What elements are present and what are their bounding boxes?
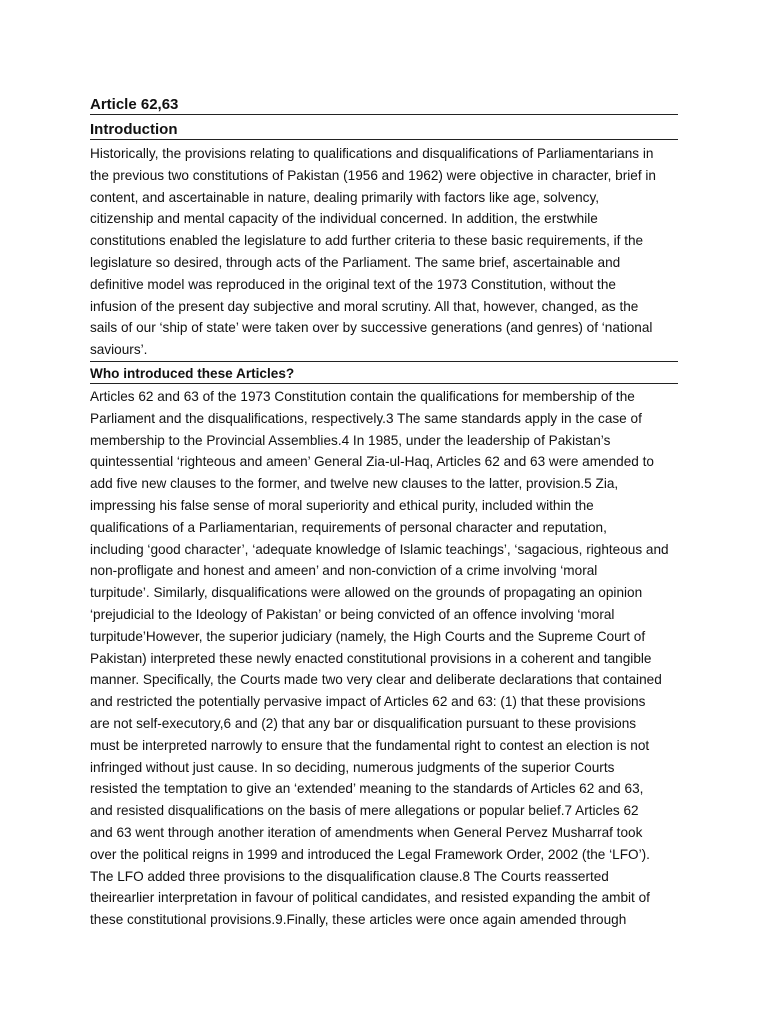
section-heading-who-introduced: Who introduced these Articles? bbox=[90, 364, 678, 384]
intro-paragraph bbox=[90, 143, 678, 362]
text-line: legislature so desired, through acts of the Parliament. The same brief, ascertainable and bbox=[90, 254, 621, 270]
text-line: manner. Specifically, the Courts made two very clear and deliberate declarations that contained bbox=[90, 672, 662, 688]
text-line: over the political reigns in 1999 and introduced the Legal Framework Order, 2002 (the ‘LFO’). bbox=[90, 846, 650, 862]
text-line: qualifications of a Parliamentarian, requirements of personal character and reputation, bbox=[90, 519, 607, 535]
text-line: must be interpreted narrowly to ensure that the fundamental right to contest an election is not bbox=[90, 737, 650, 753]
text-line: add five new clauses to the former, and twelve new clauses to the latter, provision.5 Zia, bbox=[90, 476, 619, 492]
text-line: constitutions enabled the legislature to add further criteria to these basic requirements, if the bbox=[90, 233, 644, 249]
text-line: citizenship and mental capacity of the individual concerned. In addition, the erstwhile bbox=[90, 211, 598, 227]
body-paragraph bbox=[90, 386, 678, 931]
text-line: impressing his false sense of moral superiority and ethical purity, included within the bbox=[90, 497, 594, 513]
text-line: non-profligate and honest and ameen’ and non-conviction of a crime involving ‘moral bbox=[90, 563, 598, 579]
text-line: resisted the temptation to give an ‘extended’ meaning to the standards of Articles 62 and 63, bbox=[90, 781, 644, 797]
text-line: turpitude’. Similarly, disqualifications were allowed on the grounds of propagating an opinion bbox=[90, 585, 643, 601]
text-line: and 63 went through another iteration of amendments when General Pervez Musharraf took bbox=[90, 824, 643, 840]
document-title: Article 62,63 bbox=[90, 96, 678, 115]
text-line: saviours’. bbox=[90, 339, 678, 362]
text-line: Pakistan) interpreted these newly enacted constitutional provisions in a coherent and tangible bbox=[90, 650, 652, 666]
document-page bbox=[90, 96, 678, 931]
text-line: theirearlier interpretation in favour of political candidates, and resisted expanding the ambit of bbox=[90, 890, 650, 906]
text-line: sails of our ‘ship of state’ were taken over by successive generations (and genres) of ‘national bbox=[90, 320, 653, 336]
text-line: Articles 62 and 63 of the 1973 Constitution contain the qualifications for membership of the bbox=[90, 388, 635, 404]
text-line: ‘prejudicial to the Ideology of Pakistan’ or being convicted of an offence involving ‘moral bbox=[90, 606, 615, 622]
text-line: these constitutional provisions.9.Finally, these articles were once again amended through bbox=[90, 912, 627, 928]
text-line: infringed without just cause. In so deciding, numerous judgments of the superior Courts bbox=[90, 759, 615, 775]
text-line: are not self-executory,6 and (2) that any bar or disqualification pursuant to these provisions bbox=[90, 715, 637, 731]
text-line: and restricted the potentially pervasive impact of Articles 62 and 63: (1) that these provisions bbox=[90, 694, 646, 710]
text-line: and resisted disqualifications on the basis of mere allegations or popular belief.7 Articles 62 bbox=[90, 803, 639, 819]
text-line: Historically, the provisions relating to qualifications and disqualifications of Parliamentarians in bbox=[90, 146, 654, 161]
text-line: definitive model was reproduced in the original text of the 1973 Constitution, without the bbox=[90, 276, 616, 292]
text-line: turpitude’However, the superior judiciary (namely, the High Courts and the Supreme Court of bbox=[90, 628, 646, 644]
text-line: the previous two constitutions of Pakistan (1956 and 1962) were objective in character, brief in bbox=[90, 167, 656, 183]
text-line: Parliament and the disqualifications, respectively.3 The same standards apply in the case of bbox=[90, 410, 642, 426]
text-line: membership to the Provincial Assemblies.4 In 1985, under the leadership of Pakistan’s bbox=[90, 432, 611, 448]
text-line: The LFO added three provisions to the disqualification clause.8 The Courts reasserted bbox=[90, 868, 609, 884]
text-line: infusion of the present day subjective and moral scrutiny. All that, however, changed, as the bbox=[90, 298, 639, 314]
text-line: including ‘good character’, ‘adequate knowledge of Islamic teachings’, ‘sagacious, righteous and bbox=[90, 541, 669, 557]
text-line: content, and ascertainable in nature, dealing primarily with factors like age, solvency, bbox=[90, 189, 600, 205]
text-line: quintessential ‘righteous and ameen’ General Zia-ul-Haq, Articles 62 and 63 were amended to bbox=[90, 454, 654, 470]
section-heading-introduction: Introduction bbox=[90, 121, 678, 140]
